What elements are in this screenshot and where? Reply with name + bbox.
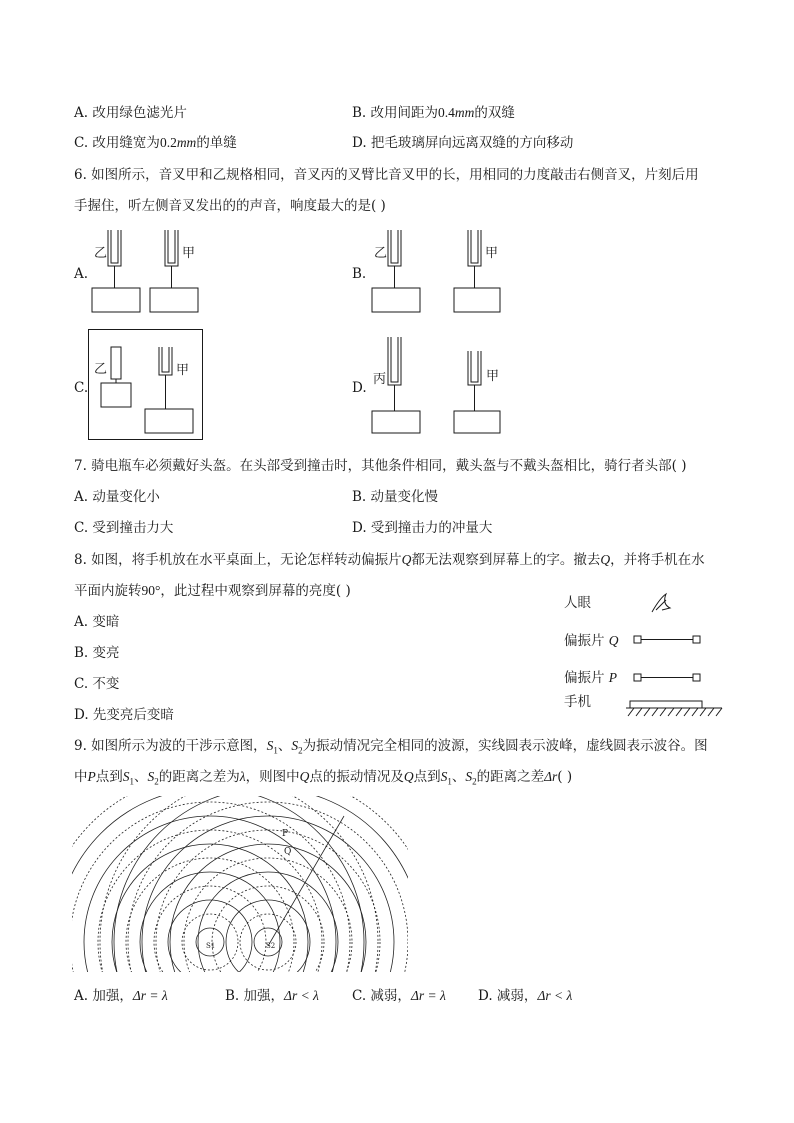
- wave-circle-s1: [72, 796, 378, 974]
- q8-option-b: B. 变亮: [74, 645, 120, 661]
- q9-sep: 、: [451, 769, 466, 785]
- q9-text: 的距离之差为: [158, 769, 240, 785]
- q9-label-s1: S1: [206, 942, 216, 950]
- q5-option-c-value: 0.2: [159, 135, 177, 150]
- q9-s1-sub: 1: [273, 745, 278, 756]
- q9-text: 点到: [413, 769, 441, 785]
- q8-polarizer-text: 偏振片: [564, 633, 605, 649]
- q9-label-q: Q: [284, 847, 292, 857]
- q9-text: 点到: [95, 769, 123, 785]
- wave-circle-s1: [126, 858, 294, 974]
- eye-icon: [652, 594, 670, 612]
- q9-option-d-math: Δr < λ: [537, 988, 573, 1003]
- q5-option-b-tail: 的双缝: [474, 105, 515, 121]
- q8-stem-text: ，并将手机在水: [610, 552, 705, 568]
- fork-jia-label: 甲: [486, 369, 500, 384]
- fork-jia-label: 甲: [176, 363, 190, 378]
- q6-stem-line2: 手握住，听左侧音叉发出的的声音，响度最大的是( ): [74, 198, 386, 214]
- q5-option-d: D. 把毛玻璃屏向远离双缝的方向移动: [352, 135, 574, 151]
- q8-stem-text: 平面内旋转: [74, 583, 142, 599]
- q7-option-c: C. 受到撞击力大: [74, 520, 174, 536]
- wave-circle-s1: [140, 872, 280, 974]
- q6-option-a-label: A.: [74, 266, 89, 282]
- q8-figure: [626, 588, 726, 722]
- q9-s2-sub: 2: [472, 776, 477, 787]
- q8-polarizer-text: 偏振片: [564, 670, 605, 686]
- q9-option-b: [225, 987, 319, 1005]
- q9-s2: S: [465, 769, 473, 784]
- q8-p-symbol: P: [608, 670, 618, 685]
- q9-stem-line1: [74, 737, 708, 760]
- q6-option-d-label: D.: [352, 380, 367, 396]
- q5-option-c-text: C. 改用缝宽为: [74, 135, 160, 151]
- q9-s1: S: [440, 769, 448, 784]
- q8-stem-line2: [74, 582, 351, 600]
- q6-option-c-label: C.: [74, 380, 89, 396]
- q9-option-d-text: D. 减弱，: [478, 988, 538, 1004]
- q9-line-p-s2: [268, 816, 344, 946]
- q6-figure-d: [368, 335, 508, 437]
- q9-p: P: [87, 769, 96, 784]
- q9-q: Q: [403, 769, 414, 784]
- q9-option-b-text: B. 加强，: [225, 988, 285, 1004]
- wave-circle-s2: [142, 816, 394, 974]
- q5-option-a: A. 改用绿色滤光片: [74, 105, 187, 121]
- fork-jia-label: 甲: [182, 246, 196, 261]
- q5-option-c-tail: 的单缝: [196, 135, 237, 151]
- q9-stem-line2: [74, 768, 572, 791]
- q9-q: Q: [299, 769, 310, 784]
- q9-option-c: [352, 987, 446, 1005]
- q8-option-c: C. 不变: [74, 676, 120, 692]
- q8-q-symbol: Q: [608, 633, 619, 648]
- q5-option-c-unit: mm: [176, 135, 197, 150]
- q7-option-d: D. 受到撞击力的冲量大: [352, 520, 493, 536]
- q5-option-b: [352, 104, 515, 122]
- fork-yi-label: 乙: [94, 246, 108, 261]
- q9-s2-sub: 2: [298, 745, 303, 756]
- q6-figure-b: [368, 226, 508, 318]
- q9-interference-figure: [72, 796, 408, 974]
- q9-lambda: λ: [239, 769, 246, 784]
- wave-circle-s2: [156, 830, 380, 974]
- q6-stem-line1: 6. 如图所示，音叉甲和乙规格相同，音叉丙的叉臂比音叉甲的长，用相同的力度敲击右侧音叉，片刻后用: [74, 167, 699, 183]
- q5-option-b-value: 0.4: [438, 105, 455, 120]
- q8-option-a: A. 变暗: [74, 614, 120, 630]
- q5-option-b-unit: mm: [454, 105, 475, 120]
- q9-s1: S: [266, 738, 274, 753]
- q5-option-b-text: B. 改用间距为: [352, 105, 439, 121]
- q9-option-c-text: C. 减弱，: [352, 988, 411, 1004]
- q9-text: 为振动情况完全相同的波源，实线圆表示波峰，虚线圆表示波谷。图: [302, 738, 708, 754]
- q9-option-a-math: Δr = λ: [132, 988, 168, 1003]
- q9-text: 点的振动情况及: [309, 769, 404, 785]
- q8-stem-text: 都无法观察到屏幕上的字。撤去: [411, 552, 601, 568]
- q9-s2-sub: 2: [154, 776, 159, 787]
- q5-option-c: [74, 134, 237, 152]
- q9-label-s2: S2: [266, 942, 276, 950]
- q9-s2: S: [291, 738, 299, 753]
- q8-label-polarizer-p: [564, 669, 617, 687]
- q9-s2: S: [147, 769, 155, 784]
- q9-text: 9. 如图所示为波的干涉示意图，: [74, 738, 267, 754]
- fork-yi-label: 乙: [94, 362, 108, 377]
- q8-q-symbol: Q: [401, 552, 412, 567]
- q6-figure-a: [88, 226, 208, 318]
- q9-option-a-text: A. 加强，: [74, 988, 133, 1004]
- wave-circle-s2: [198, 872, 338, 974]
- q8-stem-line1: [74, 551, 705, 569]
- q8-label-phone: 手机: [564, 694, 591, 710]
- q7-stem: 7. 骑电瓶车必须戴好头盔。在头部受到撞击时，其他条件相同，戴头盔与不戴头盔相比，骑行者头部( ): [74, 458, 687, 474]
- q9-label-p: P: [282, 829, 289, 839]
- q9-sep: 、: [134, 769, 148, 785]
- q8-stem-text: 8. 如图，将手机放在水平桌面上，无论怎样转动偏振片: [74, 552, 402, 568]
- q7-option-b: B. 动量变化慢: [352, 489, 439, 505]
- q8-option-d: D. 先变亮后变暗: [74, 707, 174, 723]
- q9-option-a: [74, 987, 168, 1005]
- q9-option-c-math: Δr = λ: [410, 988, 446, 1003]
- fork-bing-label: 丙: [373, 372, 387, 387]
- q9-s1-sub: 1: [129, 776, 134, 787]
- q7-option-a: A. 动量变化小: [74, 489, 160, 505]
- q9-delta-r: Δr: [544, 769, 558, 784]
- q9-text: 的距离之差: [476, 769, 545, 785]
- q9-text: 中: [74, 769, 88, 785]
- fork-jia-label: 甲: [485, 246, 499, 261]
- q9-option-b-math: Δr < λ: [284, 988, 319, 1003]
- q9-text: ，则图中: [245, 769, 300, 785]
- q8-label-polarizer-q: [564, 632, 619, 650]
- wave-circle-s2: [184, 858, 352, 974]
- q9-s1-sub: 1: [447, 776, 452, 787]
- q6-option-b-label: B.: [352, 266, 367, 282]
- q9-sep: 、: [277, 738, 292, 754]
- q8-stem-text: ，此过程中观察到屏幕的亮度( ): [160, 583, 351, 599]
- fork-yi-label: 乙: [374, 246, 388, 261]
- q8-label-eye: 人眼: [564, 595, 591, 611]
- q6-figure-c: [88, 329, 204, 441]
- q9-s1: S: [122, 769, 130, 784]
- q8-angle: 90°: [141, 583, 161, 598]
- q9-text: ( ): [557, 769, 573, 785]
- wave-circle-s2: [100, 796, 408, 974]
- q9-option-d: [478, 987, 572, 1005]
- wave-circle-s1: [72, 796, 364, 974]
- q8-q-symbol: Q: [600, 552, 611, 567]
